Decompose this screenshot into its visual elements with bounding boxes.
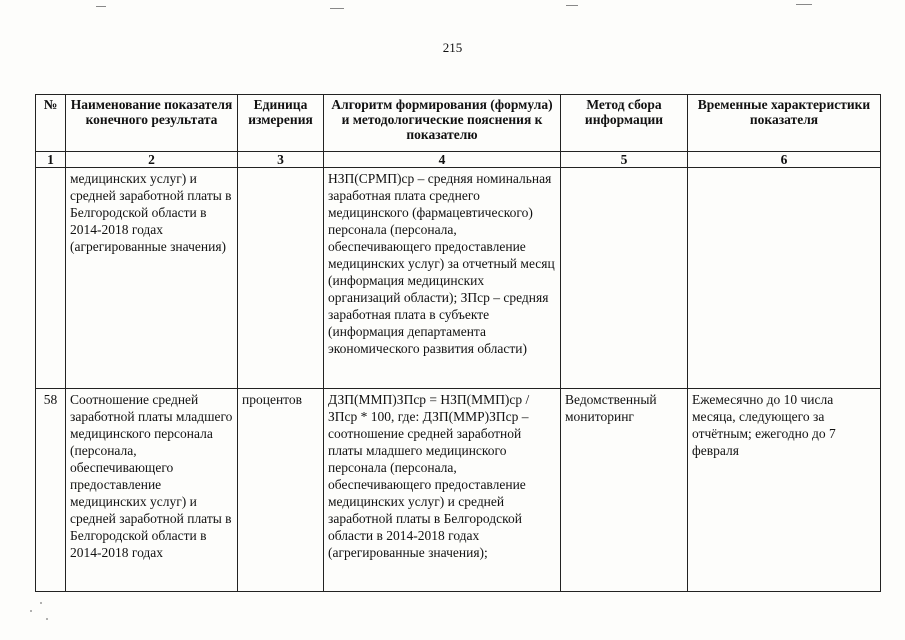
column-number: 5 [561, 152, 688, 168]
indicator-name-cell: медицинских услуг) и средней заработной платы в Белгородской области в 2014-2018 годах (агрегированные значения) [66, 168, 238, 389]
table-row [36, 168, 881, 389]
column-number: 6 [688, 152, 881, 168]
algorithm-cell: НЗП(СРМП)ср – средняя номинальная заработная плата среднего медицинского (фармацевтического) персонала (персонала, обеспечивающего предоставление медицинских услуг) за отчетный месяц (информация медицинских организаций области); ЗПср – средняя заработная плата в субъекте (информация департамента экономического развития области) [324, 168, 561, 389]
table-row [36, 389, 881, 592]
timing-cell [688, 168, 881, 389]
scan-artifact [330, 8, 344, 9]
unit-cell [238, 168, 324, 389]
row-number: 58 [36, 389, 66, 592]
unit-cell: процентов [238, 389, 324, 592]
method-cell: Ведомственный мониторинг [561, 389, 688, 592]
scan-artifact [40, 602, 42, 604]
method-cell [561, 168, 688, 389]
header-algorithm: Алгоритм формирования (формула) и методологические пояснения к показателю [324, 95, 561, 152]
column-number: 4 [324, 152, 561, 168]
column-number: 2 [66, 152, 238, 168]
header-unit: Единица измерения [238, 95, 324, 152]
column-number-row [36, 152, 881, 168]
header-number: № [36, 95, 66, 152]
header-collection-method: Метод сбора информации [561, 95, 688, 152]
indicators-table [35, 94, 881, 592]
page-number: 215 [442, 40, 463, 55]
timing-cell: Ежемесячно до 10 числа месяца, следующего за отчётным; ежегодно до 7 февраля [688, 389, 881, 592]
scan-artifact [46, 618, 48, 620]
algorithm-cell: ДЗП(ММП)ЗПср = НЗП(ММП)ср / ЗПср * 100, где: ДЗП(ММР)ЗПср – соотношение средней заработной платы младшего медицинского персонала (персонала, обеспечивающего предоставление медицинских услуг) и средней заработной платы в Белгородской области в 2014-2018 годах (агрегированные значения); [324, 389, 561, 592]
scan-artifact [566, 5, 578, 6]
scan-artifact [96, 6, 106, 7]
table-header-row [36, 95, 881, 152]
header-time-characteristics: Временные характеристики показателя [688, 95, 881, 152]
scan-artifact [30, 610, 32, 612]
scan-artifact [796, 4, 812, 5]
indicator-name-cell: Соотношение средней заработной платы младшего медицинского персонала (персонала, обеспечивающего предоставление медицинских услуг) и средней заработной платы в Белгородской области в 2014-2018 годах [66, 389, 238, 592]
column-number: 3 [238, 152, 324, 168]
header-indicator-name: Наименование показателя конечного результата [66, 95, 238, 152]
row-number [36, 168, 66, 389]
column-number: 1 [36, 152, 66, 168]
